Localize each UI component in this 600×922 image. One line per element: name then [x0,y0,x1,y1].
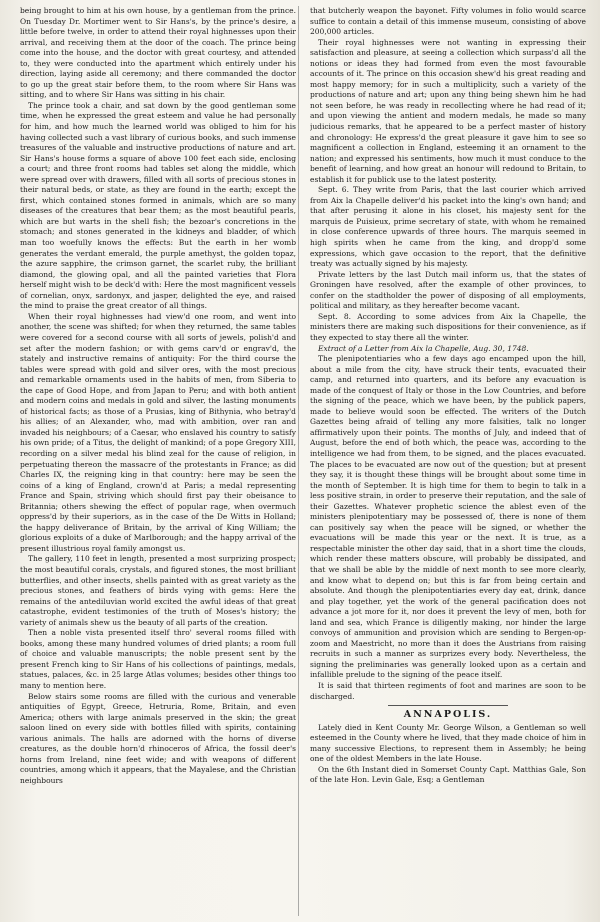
left-paragraph: being brought to him at his own house, by a gentleman from the prince. On Tuesday Dr. Mortimer went to Sir Hans's, by the prince's desire, a little before twelve, in order to attend their royal highnesses upon their arrival, and receiving them at the door of the coach. The prince being come into the house, and the doctor with great courtesy, and attended to, they were conducted into the apartment which entirely under his direction, laying aside all ceremony; and there commanded the doctor to go up the great stair before them, to the room where Sir Hans was sitting, and to where Sir Hans was sitting in his chair. [20,6,296,100]
letter-heading: Extract of a Letter from Aix la Chapelle, Aug. 30, 1748. [318,343,529,353]
right-paragraph: Their royal highnesses were not wanting in expressing their satisfaction and pleasure, at seeing a collection which surpass'd all the notions or ideas they had formed from even the most favourable accounts of it. The prince on this occasion shew'd his great reading and most happy memory; for in such a multiplicity, such a variety of the productions of nature and art; upon any thing being shewn him he had not seen before, he was ready in recollecting where he had read of it; and upon viewing the antient and modern medals, he made so many judicious remarks, that he appeared to be a perfect master of history and chronology: He express'd the great pleasure it gave him to see so magnificent a collection in England, esteeming it an ornament to the nation; and expressed his sentiments, how much it must conduce to the benefit of learning, and how great an honour will redound to Britain, to establish it for publick use to the latest posterity. [310,37,586,184]
right-paragraph: that butcherly weapon the bayonet. Fifty volumes in folio would scarce suffice to contain a detail of this immense museum, consisting of above 200,000 articles. [310,6,586,37]
right-paragraph: Private letters by the last Dutch mail inform us, that the states of Groningen have resolved, after the example of other provinces, to confer on the stadtholder the power of disposing of all employments, political and military, as they hereafter become vacant. [310,269,586,311]
left-column [20,6,296,916]
annapolis-heading: ANNAPOLIS. [403,709,493,721]
left-paragraph: Then a noble vista presented itself thro' several rooms filled with books, among these many hundred volumes of dried plants; a room full of choice and valuable manuscripts; the noble present sent by the present French king to Sir Hans of his collections of paintings, medals, statues, palaces, &c. in 25 large Atlas volumes; besides other things too many to mention here. [20,628,296,690]
left-paragraph: The gallery, 110 feet in length, presented a most surprizing prospect; the most beautiful corals, crystals, and figured stones, the most brilliant butterflies, and other insects, shells painted with as great variety as the precious stones, and feathers of birds vying with gems: Here the remains of the antediluvian world excited the awful ideas of that great catastrophe, evident testimonies of the truth of Moses's history; the variety of animals shew us the beauty of all parts of the creation. [20,554,296,627]
left-paragraph: When their royal highnesses had view'd one room, and went into another, the scene was shifted; for when they returned, the same tables were covered for a second course with all sorts of jewels, polish'd and set after the modern fashion; or with gems carv'd or engrav'd, the stately and instructive remains of antiquity: For the third course the tables were spread with gold and silver ores, with the most precious and remarkable ornaments used in the habits of men, from Siberia to the cape of Good Hope, and from Japan to Peru; and with both antient and modern coins and medals in gold and silver, the lasting monuments of historical facts; as those of a Prusias, king of Bithynia, who betray'd his allies; of an Alexander, who, mad with ambition, over ran and invaded his neighbours; of a Caesar, who enslaved his country to satisfy his own pride; of a Titus, the delight of mankind; of a pope Gregory XIII, recording on a silver medal his blind zeal for the cause of religion, in perpetuating thereon the massacre of the protestants in France; as did Charles IX, the reigning king in that country: here may be seen the coins of a king of England, crown'd at Paris; a medal representing France and Spain, striving which should first pay their obeisance to Britannia; others shewing the effect of popular rage, when overmuch oppress'd by their superiors, as in the case of the De Witts in Holland; the happy deliverance of Britain, by the arrival of King William; the glorious exploits of a duke of Marlborough; and the happy arrival of the present illustrious royal family amongst us. [20,311,296,553]
left-paragraph: The prince took a chair, and sat down by the good gentleman some time, when he expressed the great esteem and value he had personally for him, and how much the learned world was obliged to him for his having collected such a vast library of curious books, and such immense treasures of the valuable and instructive productions of nature and art. Sir Hans's house forms a square of above 100 feet each side, enclosing a court; and three front rooms had tables set along the middle, which were spread over with drawers, filled with all sorts of precious stones in their natural beds, or state, as they are found in the earth; except the first, which contained stones formed in animals, which are so many diseases of the creatures that bear them; as the most beautiful pearls, which are but warts in the shell fish; the bezoar's concretions in the stomach; and stones generated in the kidneys and bladder, of which man too woefully knows the effects: But the earth in her womb generates the verdant emerald, the purple amethyst, the golden topaz, the azure sapphire, the crimson garnet, the scarlet ruby, the brilliant diamond, the glowing opal, and all the painted varieties that Flora herself might wish to be deck'd with: Here the most magnificent vessels of cornelian, onyx, sardonyx, and jasper, delighted the eye, and raised the mind to praise the great creator of all things. [20,100,296,311]
annapolis-paragraph: On the 6th Instant died in Somerset County Capt. Matthias Gale, Son of the late Hon. Levin Gale, Esq; a Gentleman [310,764,586,785]
left-paragraph: Below stairs some rooms are filled with the curious and venerable antiquities of Egypt, Greece, Hetruria, Rome, Britain, and even America; others with large animals preserved in the skin; the great saloon lined on every side with bottles filled with spirits, containing various animals. The halls are adorned with the horns of diverse creatures, as the double horn'd rhinoceros of Africa, the fossil deer's horns from Ireland, nine feet wide; and with weapons of different countries, among which it appears, that the Mayalese, and the Christian neighbours [20,691,296,785]
right-column [310,6,586,916]
right-paragraph: Sept. 6. They write from Paris, that the last courier which arrived from Aix la Chapelle deliver'd his packet into the king's own hand; and that after perusing it alone in his closet, his majesty sent for the marquis de Puisieux, prime secretary of state, with whom he remained in close conference upwards of three hours. The marquis seemed in high spirits when he came from the king, and dropp'd some expressions, which gave occasion to the report, that the definitive treaty was actually signed by his majesty. [310,185,586,269]
section-divider [388,705,508,706]
column-divider [298,6,299,916]
annapolis-paragraph: Lately died in Kent County Mr. George Wilson, a Gentleman so well esteemed in the County where he lived, that they made choice of him in many successive Elections, to represent them in Assembly; he being one of the oldest Members in the late House. [310,722,586,764]
right-paragraph: The plenipotentiaries who a few days ago encamped upon the hill, about a mile from the city, have struck their tents, evacuated their camp, and returned into quarters, and its before any evacuation is made of the conquest of Italy or those in the Low Countries, and before the signing of the peace, which we have been, by the publick papers, made to believe would soon be effected. The writers of the Dutch Gazettes being afraid of telling any more falsities, talk no longer affirmatively upon their points. The months of July, and indeed that of August, before the end of both which, the peace was, according to the intelligence we had from them, to be signed, and the places evacuated. The places to be evacuated are now out of the question; but at present they say, it is thought these things will be brought about some time in the month of September. It is high time for them to begin to talk in a less positive strain, in order to preserve their reputation, and the sale of their Gazettes. Whatever prophetic science the ablest even of the ministers plenipotentiary may be possessed of, there is none of them can positively say when the peace will be signed, or whether the evacuations will be made this year or the next. It is true, as a respectable minister the other day said, that in a short time the clouds, which render these matters obscure, will probably be dissipated, and that we shall be able by the middle of next month to see more clearly, and know what to depend on; but this is far from being certain and absolute. And though the plenipotentiaries every day eat, drink, dance and play together, yet the work of the general pacification does not advance a jot more for it, nor does it prevent the levy of men, both for land and sea, which France is diligently making, nor hinder the large convoys of ammunition and provision which are sending to Bergen-op-zoom and Maestricht, no more than it does the Austrians from raising recruits in such a manner as surprizes every body. Nevertheless, the signing the preliminaries was generally looked upon as a certain and infallible prelude to the signing of the peace itself. [310,354,586,680]
right-paragraph: It is said that thirteen regiments of foot and marines are soon to be discharged. [310,681,586,701]
right-paragraph: Sept. 8. According to some advices from Aix la Chapelle, the ministers there are making such dispositions for their convenience, as if they expected to stay there all the winter. [310,311,586,342]
